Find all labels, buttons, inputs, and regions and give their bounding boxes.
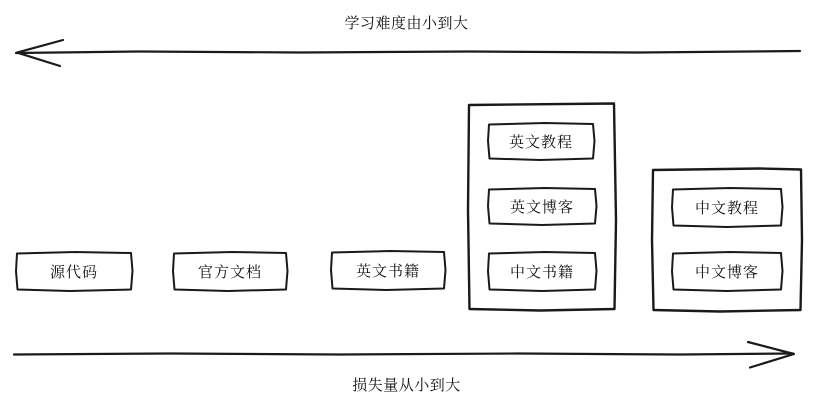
- node-source-code[interactable]: 源代码: [49, 262, 98, 281]
- node-chinese-tutorial[interactable]: 中文教程: [694, 198, 759, 217]
- bottom-axis-arrow: [14, 342, 794, 368]
- top-axis-arrow: [16, 40, 800, 66]
- node-official-docs[interactable]: 官方文档: [197, 262, 262, 281]
- node-english-books[interactable]: 英文书籍: [355, 261, 420, 280]
- bottom-axis-label: 损失量从小到大: [352, 376, 461, 394]
- node-english-tutorial[interactable]: 英文教程: [508, 132, 573, 151]
- node-english-blog[interactable]: 英文博客: [509, 197, 574, 216]
- node-chinese-blog[interactable]: 中文博客: [694, 262, 759, 281]
- top-axis-label: 学习难度由小到大: [344, 14, 469, 32]
- node-chinese-books[interactable]: 中文书籍: [509, 262, 574, 281]
